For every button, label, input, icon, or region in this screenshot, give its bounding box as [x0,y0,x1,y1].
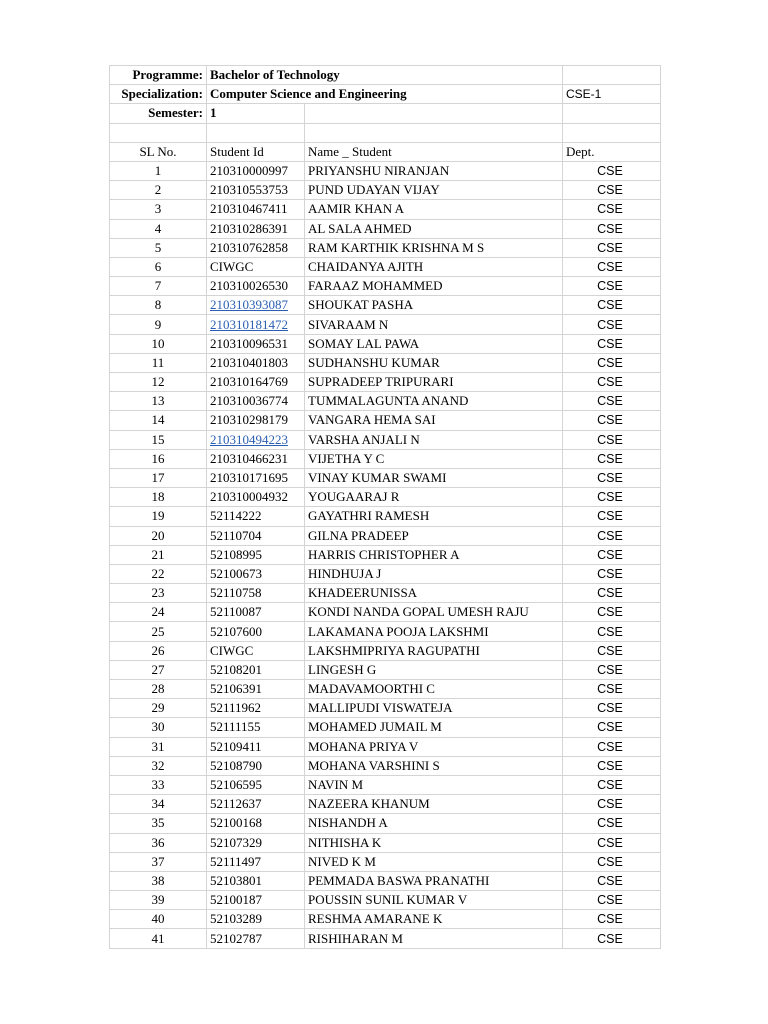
student-id-cell: 210310286391 [207,219,305,238]
sl-no-cell: 33 [110,775,207,794]
student-name-cell: PUND UDAYAN VIJAY [305,181,563,200]
dept-cell: CSE [563,238,661,257]
student-id-cell: 52106595 [207,775,305,794]
student-name-cell: KHADEERUNISSA [305,584,563,603]
sl-no-cell: 14 [110,411,207,430]
table-row [110,564,661,583]
student-name-cell: CHAIDANYA AJITH [305,257,563,276]
dept-cell: CSE [563,756,661,775]
dept-cell: CSE [563,545,661,564]
sl-no-cell: 40 [110,910,207,929]
student-name-cell: GAYATHRI RAMESH [305,507,563,526]
dept-cell: CSE [563,891,661,910]
table-row [110,641,661,660]
student-list-table [109,65,661,949]
sl-no-cell: 32 [110,756,207,775]
sl-no-cell: 41 [110,929,207,948]
column-header-sl-no: SL No. [110,142,207,161]
sl-no-cell: 3 [110,200,207,219]
dept-cell: CSE [563,929,661,948]
dept-cell: CSE [563,737,661,756]
dept-cell: CSE [563,411,661,430]
student-id-cell: 52114222 [207,507,305,526]
table-row [110,430,661,449]
sl-no-cell: 7 [110,277,207,296]
table-row [110,238,661,257]
dept-cell: CSE [563,257,661,276]
student-name-cell: SUPRADEEP TRIPURARI [305,373,563,392]
dept-cell: CSE [563,622,661,641]
sl-no-cell: 12 [110,373,207,392]
student-id-cell: 52100187 [207,891,305,910]
student-id-cell: 52107600 [207,622,305,641]
student-id-cell: 210310026530 [207,277,305,296]
student-id-cell: 210310298179 [207,411,305,430]
student-id-cell: 210310553753 [207,181,305,200]
student-name-cell: KONDI NANDA GOPAL UMESH RAJU [305,603,563,622]
student-name-cell: SUDHANSHU KUMAR [305,353,563,372]
student-name-cell: VIJETHA Y C [305,449,563,468]
student-id-cell: 52111155 [207,718,305,737]
student-name-cell: RAM KARTHIK KRISHNA M S [305,238,563,257]
student-name-cell: SHOUKAT PASHA [305,296,563,315]
table-row [110,584,661,603]
student-id-cell: 52111962 [207,699,305,718]
student-id-cell: 52108995 [207,545,305,564]
sl-no-cell: 39 [110,891,207,910]
programme-value: Bachelor of Technology [207,66,563,85]
student-name-cell: AAMIR KHAN A [305,200,563,219]
student-name-cell: FARAAZ MOHAMMED [305,277,563,296]
student-name-cell: RESHMA AMARANE K [305,910,563,929]
sl-no-cell: 36 [110,833,207,852]
sl-no-cell: 6 [110,257,207,276]
table-row [110,181,661,200]
sl-no-cell: 26 [110,641,207,660]
programme-row [110,66,661,85]
dept-cell: CSE [563,468,661,487]
student-name-cell: MOHAMED JUMAIL M [305,718,563,737]
dept-cell: CSE [563,161,661,180]
student-name-cell: VANGARA HEMA SAI [305,411,563,430]
student-id-cell: 52103801 [207,871,305,890]
student-id-cell: 210310164769 [207,373,305,392]
dept-cell: CSE [563,603,661,622]
semester-value: 1 [207,104,305,123]
student-id-cell: 210310171695 [207,468,305,487]
student-id-cell: 52110704 [207,526,305,545]
sl-no-cell: 16 [110,449,207,468]
student-id-cell [207,430,305,449]
dept-cell: CSE [563,373,661,392]
student-name-cell: MOHANA PRIYA V [305,737,563,756]
dept-cell: CSE [563,296,661,315]
table-row [110,257,661,276]
dept-cell: CSE [563,718,661,737]
table-row [110,449,661,468]
student-id-cell: 210310466231 [207,449,305,468]
table-row [110,833,661,852]
dept-cell: CSE [563,353,661,372]
table-row [110,200,661,219]
sl-no-cell: 34 [110,795,207,814]
table-row [110,756,661,775]
empty-cell [305,104,563,123]
sl-no-cell: 5 [110,238,207,257]
sl-no-cell: 15 [110,430,207,449]
student-id-cell: 52100168 [207,814,305,833]
sl-no-cell: 2 [110,181,207,200]
sl-no-cell: 30 [110,718,207,737]
student-name-cell: MOHANA VARSHINI S [305,756,563,775]
section-code: CSE-1 [563,85,661,104]
student-list-body [110,66,661,949]
student-id-link[interactable]: 210310393087 [210,297,288,313]
specialization-label: Specialization: [110,85,207,104]
empty-cell [563,123,661,142]
sl-no-cell: 13 [110,392,207,411]
table-row [110,488,661,507]
dept-cell: CSE [563,660,661,679]
student-id-cell: 210310467411 [207,200,305,219]
table-row [110,545,661,564]
table-row [110,219,661,238]
dept-cell: CSE [563,488,661,507]
spacer-row [110,123,661,142]
sl-no-cell: 25 [110,622,207,641]
dept-cell: CSE [563,795,661,814]
student-name-cell: HARRIS CHRISTOPHER A [305,545,563,564]
student-name-cell: VARSHA ANJALI N [305,430,563,449]
table-row [110,775,661,794]
student-name-cell: POUSSIN SUNIL KUMAR V [305,891,563,910]
sl-no-cell: 31 [110,737,207,756]
table-row [110,718,661,737]
student-name-cell: YOUGAARAJ R [305,488,563,507]
dept-cell: CSE [563,775,661,794]
table-row [110,392,661,411]
dept-cell: CSE [563,277,661,296]
table-row [110,296,661,315]
student-name-cell: LAKSHMIPRIYA RAGUPATHI [305,641,563,660]
dept-cell: CSE [563,680,661,699]
table-row [110,468,661,487]
student-id-cell: 210310762858 [207,238,305,257]
dept-cell: CSE [563,200,661,219]
student-name-cell: PRIYANSHU NIRANJAN [305,161,563,180]
dept-cell: CSE [563,833,661,852]
programme-label: Programme: [110,66,207,85]
student-id-cell: 52100673 [207,564,305,583]
column-header-student-id: Student Id [207,142,305,161]
student-id-cell: 52110087 [207,603,305,622]
student-name-cell: NISHANDH A [305,814,563,833]
sl-no-cell: 23 [110,584,207,603]
student-id-cell: 52111497 [207,852,305,871]
sl-no-cell: 27 [110,660,207,679]
student-id-cell: 52103289 [207,910,305,929]
student-id-cell: 210310000997 [207,161,305,180]
dept-cell: CSE [563,852,661,871]
table-row [110,699,661,718]
sl-no-cell: 21 [110,545,207,564]
sl-no-cell: 10 [110,334,207,353]
student-id-cell: 52102787 [207,929,305,948]
table-row [110,334,661,353]
dept-cell: CSE [563,641,661,660]
table-row [110,910,661,929]
dept-cell: CSE [563,219,661,238]
student-id-cell [207,315,305,334]
student-name-cell: TUMMALAGUNTA ANAND [305,392,563,411]
column-header-dept: Dept. [563,142,661,161]
student-name-cell: LINGESH G [305,660,563,679]
sl-no-cell: 37 [110,852,207,871]
dept-cell: CSE [563,507,661,526]
table-row [110,411,661,430]
dept-cell: CSE [563,392,661,411]
student-name-cell: NAZEERA KHANUM [305,795,563,814]
student-id-cell [207,296,305,315]
table-row [110,795,661,814]
dept-cell: CSE [563,910,661,929]
table-row [110,871,661,890]
student-id-cell: 210310036774 [207,392,305,411]
student-id-cell: 52110758 [207,584,305,603]
table-row [110,603,661,622]
student-name-cell: NIVED K M [305,852,563,871]
table-row [110,814,661,833]
dept-cell: CSE [563,871,661,890]
sl-no-cell: 22 [110,564,207,583]
empty-cell [110,123,207,142]
specialization-value: Computer Science and Engineering [207,85,563,104]
table-row [110,315,661,334]
empty-cell [563,66,661,85]
dept-cell: CSE [563,526,661,545]
table-row [110,737,661,756]
table-row [110,852,661,871]
student-name-cell: VINAY KUMAR SWAMI [305,468,563,487]
student-id-cell: 210310401803 [207,353,305,372]
dept-cell: CSE [563,430,661,449]
student-name-cell: PEMMADA BASWA PRANATHI [305,871,563,890]
student-name-cell: SOMAY LAL PAWA [305,334,563,353]
student-name-cell: SIVARAAM N [305,315,563,334]
semester-label: Semester: [110,104,207,123]
student-name-cell: AL SALA AHMED [305,219,563,238]
student-id-cell: CIWGC [207,641,305,660]
sl-no-cell: 9 [110,315,207,334]
student-name-cell: MALLIPUDI VISWATEJA [305,699,563,718]
sl-no-cell: 17 [110,468,207,487]
table-row [110,929,661,948]
table-row [110,161,661,180]
sl-no-cell: 29 [110,699,207,718]
student-id-cell: 52108790 [207,756,305,775]
table-row [110,373,661,392]
student-id-cell: 210310004932 [207,488,305,507]
sl-no-cell: 35 [110,814,207,833]
dept-cell: CSE [563,564,661,583]
student-name-cell: HINDHUJA J [305,564,563,583]
sl-no-cell: 28 [110,680,207,699]
sl-no-cell: 11 [110,353,207,372]
student-id-cell: CIWGC [207,257,305,276]
table-row [110,507,661,526]
student-name-cell: RISHIHARAN M [305,929,563,948]
column-header-name: Name _ Student [305,142,563,161]
student-name-cell: MADAVAMOORTHI C [305,680,563,699]
sl-no-cell: 38 [110,871,207,890]
sl-no-cell: 20 [110,526,207,545]
empty-cell [563,104,661,123]
dept-cell: CSE [563,315,661,334]
student-id-cell: 52108201 [207,660,305,679]
dept-cell: CSE [563,814,661,833]
empty-cell [305,123,563,142]
dept-cell: CSE [563,181,661,200]
sl-no-cell: 19 [110,507,207,526]
specialization-row [110,85,661,104]
table-row [110,660,661,679]
student-id-link[interactable]: 210310181472 [210,316,288,332]
sl-no-cell: 4 [110,219,207,238]
table-row [110,353,661,372]
table-row [110,891,661,910]
table-row [110,680,661,699]
student-name-cell: NITHISHA K [305,833,563,852]
table-row [110,526,661,545]
sl-no-cell: 1 [110,161,207,180]
student-id-cell: 52109411 [207,737,305,756]
dept-cell: CSE [563,449,661,468]
sl-no-cell: 18 [110,488,207,507]
student-id-link[interactable]: 210310494223 [210,431,288,447]
dept-cell: CSE [563,584,661,603]
student-id-cell: 52112637 [207,795,305,814]
sl-no-cell: 24 [110,603,207,622]
student-id-cell: 52107329 [207,833,305,852]
dept-cell: CSE [563,699,661,718]
semester-row [110,104,661,123]
student-id-cell: 52106391 [207,680,305,699]
column-header-row [110,142,661,161]
dept-cell: CSE [563,334,661,353]
table-row [110,622,661,641]
student-id-cell: 210310096531 [207,334,305,353]
empty-cell [207,123,305,142]
student-name-cell: LAKAMANA POOJA LAKSHMI [305,622,563,641]
sl-no-cell: 8 [110,296,207,315]
student-name-cell: NAVIN M [305,775,563,794]
student-name-cell: GILNA PRADEEP [305,526,563,545]
table-row [110,277,661,296]
